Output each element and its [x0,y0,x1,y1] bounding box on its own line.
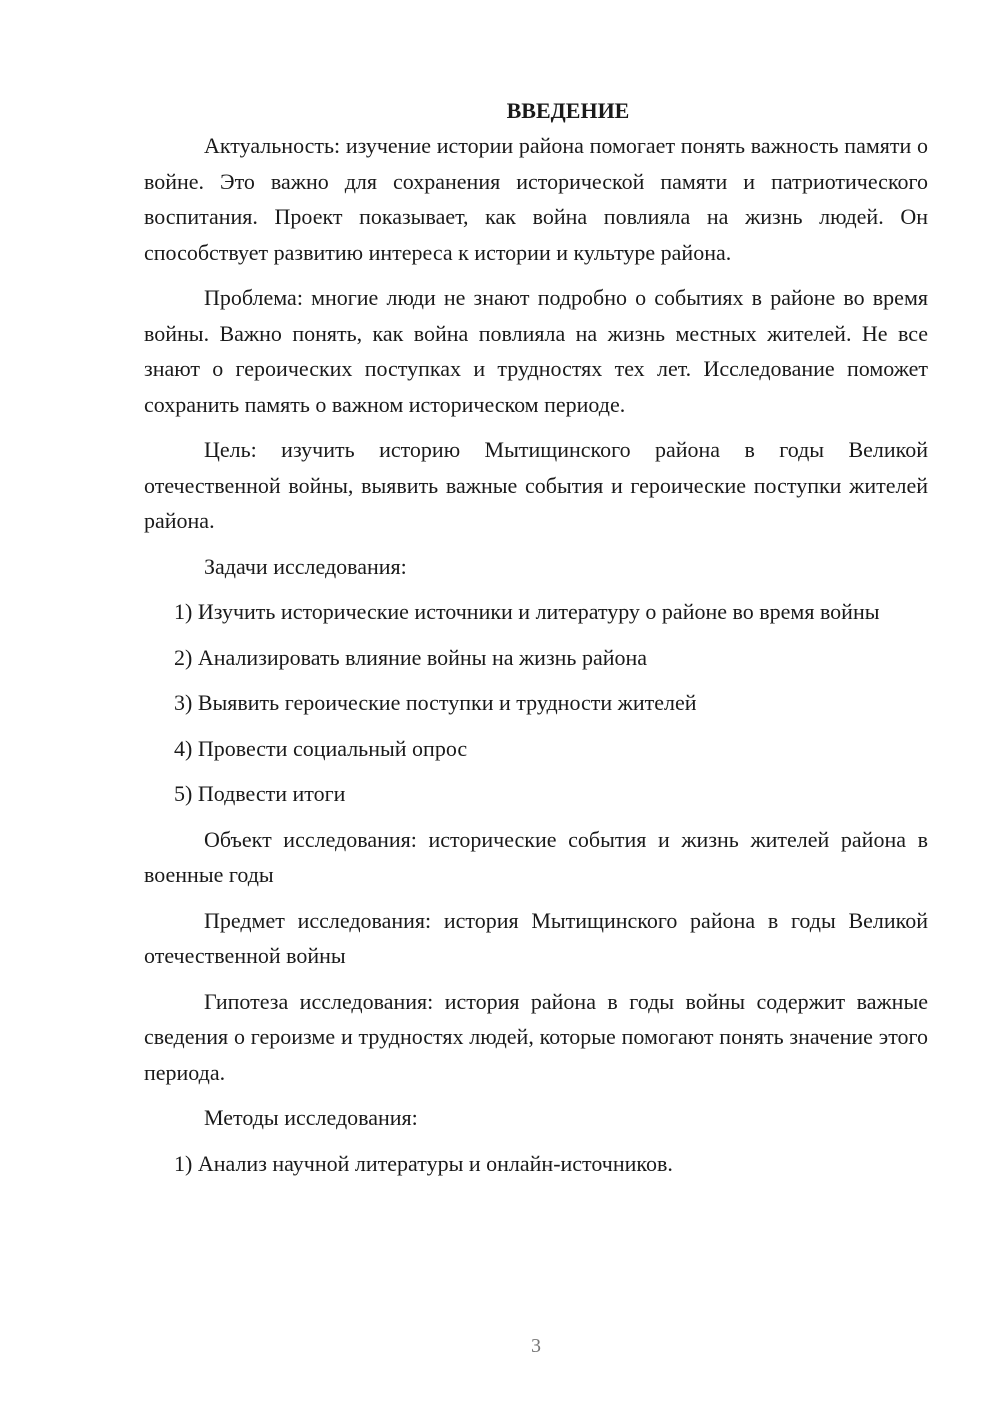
relevance-paragraph: Актуальность: изучение истории района помогает понять важность памяти о войне. Это важно для сохранения исторической памяти и патриотического воспитания. Проект показывает, как война повлияла на жизнь людей. Он способствует развитию интереса к истории и культуре района. [144,133,928,265]
method-item: 1) Анализ научной литературы и онлайн-источников. [174,1150,673,1176]
tasks-heading: Задачи исследования: [204,553,407,579]
task-item: 4) Провести социальный опрос [174,735,468,761]
hypothesis-paragraph: Гипотеза исследования: история района в годы войны содержит важные сведения о героизме и трудностях людей, которые помогают понять значение этого периода. [144,988,928,1085]
task-item: 1) Изучить исторические источники и литературу о районе во время войны [174,599,880,624]
task-item: 5) Подвести итоги [174,781,346,806]
object-paragraph: Объект исследования: исторические события и жизнь жителей района в военные годы [144,826,928,887]
page-title: ВВЕДЕНИЕ [506,98,630,123]
goal-paragraph: Цель: изучить историю Мытищинского района в годы Великой отечественной войны, выявить важные события и героические поступки жителей района. [144,437,928,533]
page-number: 3 [531,1335,541,1357]
task-item: 3) Выявить героические поступки и трудности жителей [174,690,697,715]
methods-heading: Методы исследования: [204,1105,418,1130]
problem-paragraph: Проблема: многие люди не знают подробно о событиях в районе во время войны. Важно понять, как война повлияла на жизнь местных жителей. Не все знают о героических поступках и трудностях тех лет. Исследование поможет сохранить память о важном историческом периоде. [144,285,928,417]
subject-paragraph: Предмет исследования: история Мытищинского района в годы Великой отечественной войны [144,907,928,968]
task-item: 2) Анализировать влияние войны на жизнь района [174,644,648,670]
page-content [144,94,928,1181]
